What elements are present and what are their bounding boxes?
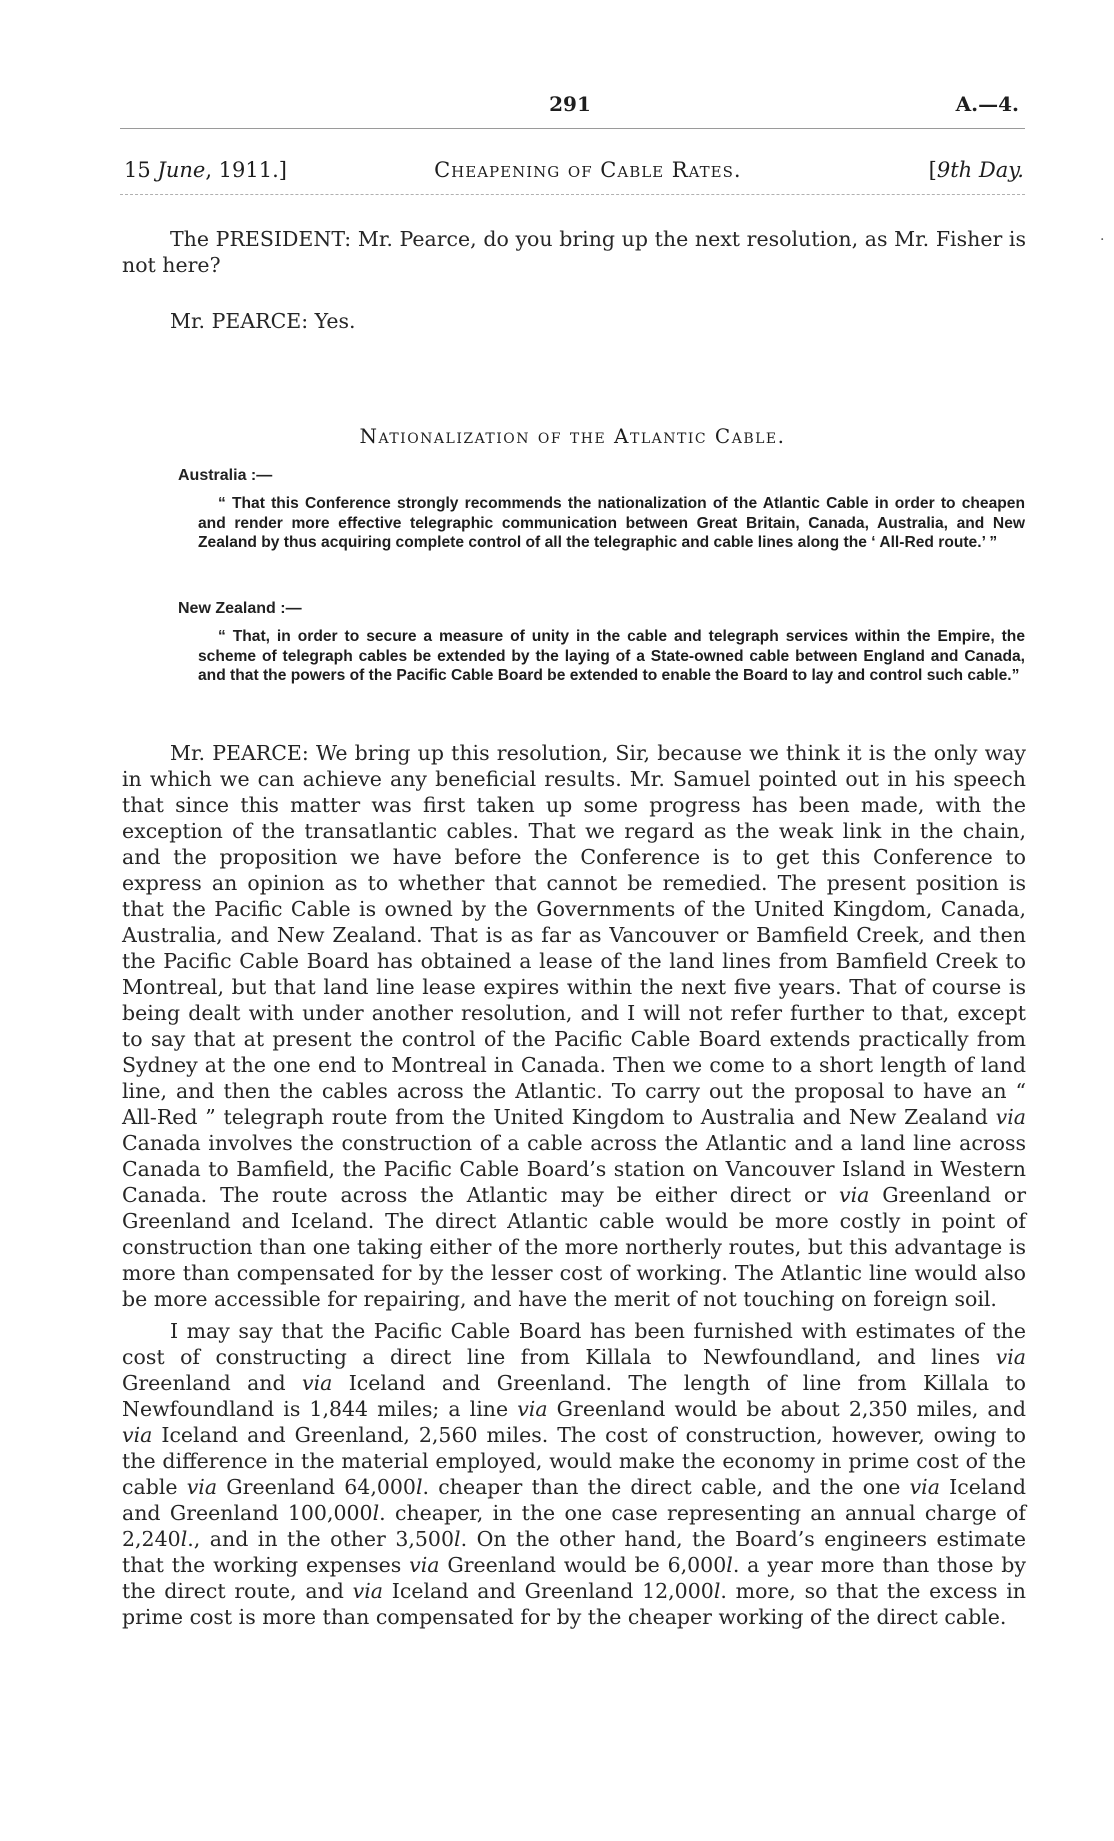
speech-paragraph-2: I may say that the Pacific Cable Board has been furnished with estimates of the cost of constructing a direct line from Killala to Newfoundland, and lines via Greenland and via Iceland and Greenland. The length of line from Killala to Newfoundland is 1,844 miles; a line via Greenland would be about 2,350 miles, and via Iceland and Greenland, 2,560 miles. The cost of construction, however, owing to the difference in the material employed, would make the economy in prime cost of the cable via Greenland 64,000l. cheaper than the direct cable, and the one via Iceland and Greenland 100,000l. cheaper, in the one case representing an annual charge of 2,240l., and in the other 3,500l. On the other hand, the Board’s engineers estimate that the working expenses via Greenland would be 6,000l. a year more than those by the direct route, and via Iceland and Greenland 12,000l. more, so that the excess in prime cost is more than compensated for by the cheaper working of the direct cable.	[122, 1319, 1026, 1629]
header-bottom-rule	[120, 194, 1025, 195]
speech-paragraph-1: Mr. PEARCE: We bring up this resolution, Sir, because we think it is the only way in which we can achieve any beneficial results. Mr. Samuel pointed out in his speech that since this matter was first taken up some progress has been made, with the exception of the transatlantic cables. That we regard as the weak link in the chain, and the proposition we have before the Conference is to get this Conference to express an opinion as to whether that cannot be remedied. The present position is that the Pacific Cable is owned by the Governments of the United Kingdom, Canada, Australia, and New Zealand. That is as far as Vancouver or Bamfield Creek, and then the Pacific Cable Board has obtained a lease of the land lines from Bamfield Creek to Montreal, but that land line lease expires within the next five years. That of course is being dealt with under another resolution, and I will not refer further to that, except to say that at present the control of the Pacific Cable Board extends practically from Sydney at the one end to Montreal in Canada. Then we come to a short length of land line, and then the cables across the Atlantic. To carry out the proposal to have an “ All-Red ” telegraph route from the United Kingdom to Australia and New Zealand via Canada involves the construction of a cable across the Atlantic and a land line across Canada to Bamfield, the Pacific Cable Board’s station on Vancouver Island in Western Canada. The route across the Atlantic may be either direct or via Greenland or Greenland and Iceland. The direct Atlantic cable would be more costly in point of construction than one taking either of the more northerly routes, but this advantage is more than compensated for by the lesser cost of working. The Atlantic line would also be more accessible for repairing, and have the merit of not touching on foreign soil.	[122, 741, 1026, 1311]
speech-body	[122, 740, 1026, 1636]
page-number: 291	[549, 92, 591, 116]
running-head	[124, 158, 1024, 182]
margin-speck: ·	[1100, 232, 1105, 248]
sheet-reference: A.—4.	[955, 92, 1019, 116]
running-head-date: 15 June, 1911.]	[124, 158, 287, 182]
resolution-text-new-zealand: “ That, in order to secure a measure of unity in the cable and telegraph services within the Empire, the scheme of telegraph cables be extended by the laying of a State-owned cable between England and Canada, and that the powers of the Pacific Cable Board be extended to enable the Board to lay and control such cable.”	[198, 628, 1025, 684]
president-question: The PRESIDENT: Mr. Pearce, do you bring up the next resolution, as Mr. Fisher is not here?	[122, 227, 1026, 277]
resolution-label-new-zealand: New Zealand :—	[178, 600, 302, 617]
running-head-title: Cheapening of Cable Rates.	[434, 158, 742, 182]
resolution-label-australia: Australia :—	[178, 467, 273, 484]
header-top-rule	[120, 128, 1025, 129]
running-head-day: [9th Day.	[928, 158, 1024, 182]
pearce-reply: Mr. PEARCE: Yes.	[170, 309, 356, 333]
resolution-text-australia: “ That this Conference strongly recommends the nationalization of the Atlantic Cable in order to cheapen and render more effective telegraphic communication between Great Britain, Canada, Australia, and New Zealand by thus acquiring complete control of all the telegraphic and cable lines along the ‘ All-Red route.’ ”	[198, 495, 1025, 551]
section-heading: Nationalization of the Atlantic Cable.	[359, 424, 786, 448]
